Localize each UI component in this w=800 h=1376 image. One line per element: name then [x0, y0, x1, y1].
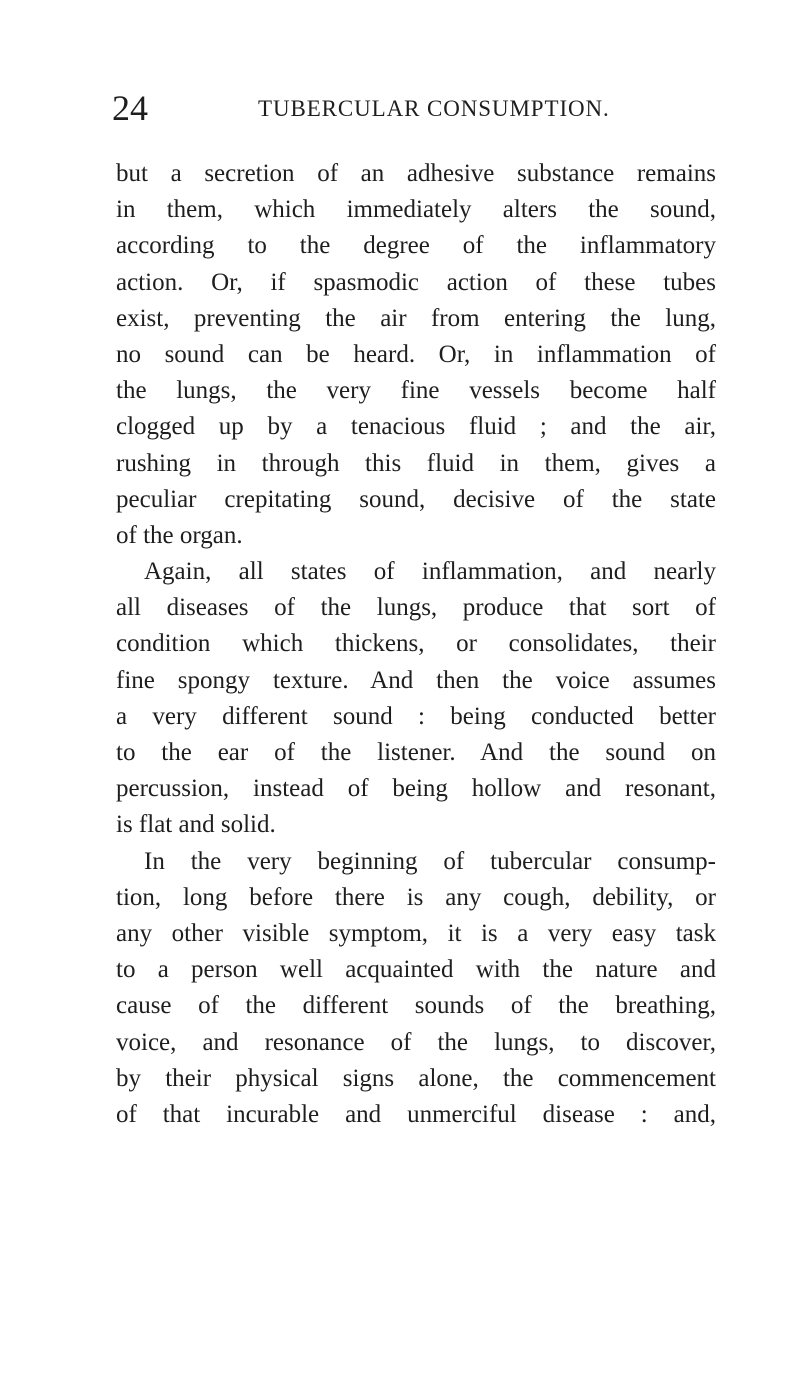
- text-line: a very different sound : being conducted better: [116, 702, 716, 730]
- text-line: no sound can be heard. Or, in inflammation of: [116, 340, 716, 368]
- text-line: rushing in through this fluid in them, gives a: [116, 449, 716, 477]
- text-line: in them, which immediately alters the sound,: [116, 196, 716, 224]
- text-line: of the organ.: [116, 521, 243, 549]
- text-line: fine spongy texture. And then the voice assumes: [116, 666, 716, 694]
- text-line: to the ear of the listener. And the sound on: [116, 739, 716, 766]
- text-line: action. Or, if spasmodic action of these tubes: [116, 268, 716, 296]
- text-line: exist, preventing the air from entering the lung,: [116, 304, 716, 332]
- text-line: but a secretion of an adhesive substance remains: [116, 160, 716, 187]
- paragraph-start-line: In the very beginning of tubercular consump-: [144, 847, 716, 875]
- text-line: clogged up by a tenacious fluid ; and the air,: [116, 413, 716, 441]
- text-line: according to the degree of the inflammatory: [116, 232, 716, 260]
- page-header: [112, 88, 712, 128]
- text-line: to a person well acquainted with the nature and: [116, 956, 716, 984]
- text-line: percussion, instead of being hollow and resonant,: [116, 775, 716, 803]
- paragraph-start-line: Again, all states of inflammation, and nearly: [144, 558, 716, 586]
- text-line: condition which thickens, or consolidates, their: [116, 630, 716, 658]
- text-line: any other visible symptom, it is a very easy task: [116, 919, 716, 947]
- running-head: TUBERCULAR CONSUMPTION.: [258, 96, 610, 121]
- page-number: 24: [112, 88, 148, 128]
- text-line: cause of the different sounds of the breathing,: [116, 992, 716, 1020]
- text-line: is flat and solid.: [116, 811, 276, 839]
- text-line: peculiar crepitating sound, decisive of the state: [116, 485, 716, 513]
- body-text: [116, 156, 716, 1133]
- text-line: by their physical signs alone, the commencement: [116, 1064, 716, 1092]
- text-line: all diseases of the lungs, produce that sort of: [116, 594, 716, 622]
- text-line: of that incurable and unmerciful disease : and,: [116, 1100, 716, 1128]
- text-line: the lungs, the very fine vessels become half: [116, 377, 716, 405]
- text-line: voice, and resonance of the lungs, to discover,: [116, 1028, 716, 1056]
- text-line: tion, long before there is any cough, debility, or: [116, 883, 716, 911]
